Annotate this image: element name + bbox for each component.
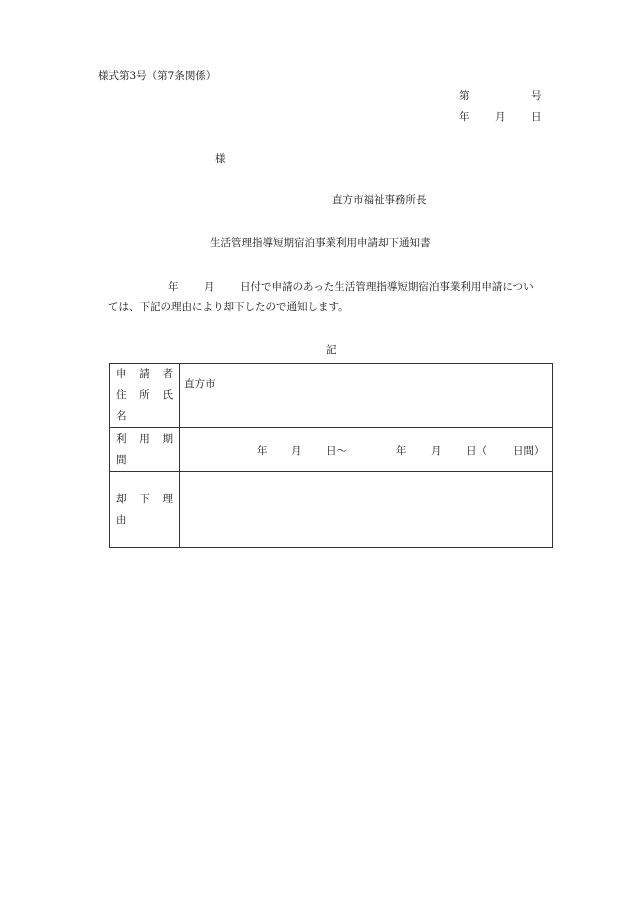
date-day-label: 日 (531, 111, 542, 123)
period-label: 利 用 期 間 (116, 432, 184, 466)
date-month-label: 月 (495, 111, 506, 123)
body-year-label: 年 (168, 281, 179, 293)
reason-value-cell[interactable] (180, 472, 553, 548)
document-number-suffix: 号 (531, 90, 542, 102)
period-days: 日間） (513, 445, 545, 457)
document-number-label: 第 (459, 90, 470, 102)
applicant-label-line1: 申 請 者 (116, 368, 173, 380)
period-end-month: 月 (431, 445, 442, 457)
applicant-label-cell (110, 364, 184, 428)
period-row (110, 428, 553, 472)
period-start-day: 日～ (326, 445, 347, 457)
period-end-day: 日（ (466, 445, 487, 457)
reason-label: 却 下 理 由 (116, 492, 184, 526)
body-text-line2: ては、下記の理由により却下したので通知します。 (108, 301, 349, 313)
period-start-year: 年 (257, 445, 268, 457)
recipient-honorific: 様 (215, 153, 226, 165)
body-text-line1: 日付で申請のあった生活管理指導短期宿泊事業利用申請につい (240, 281, 534, 293)
applicant-value-cell[interactable] (180, 364, 553, 428)
applicant-row (110, 364, 553, 428)
ki-heading: 記 (326, 344, 337, 356)
body-month-label: 月 (204, 281, 215, 293)
period-label-cell (110, 428, 184, 472)
applicant-address: 直方市 (184, 378, 216, 390)
form-number: 様式第3号（第7条関係） (98, 70, 217, 82)
period-end-year: 年 (396, 445, 407, 457)
issuer-name: 直方市福祉事務所長 (332, 194, 427, 206)
date-year-label: 年 (459, 111, 470, 123)
applicant-label-line2: 住 所 氏 名 (116, 389, 184, 422)
reason-label-cell (110, 472, 184, 548)
period-start-month: 月 (291, 445, 302, 457)
document-title: 生活管理指導短期宿泊事業利用申請却下通知書 (210, 237, 431, 249)
reason-row (110, 472, 553, 548)
details-table (109, 363, 553, 548)
period-value-cell[interactable] (180, 428, 553, 472)
